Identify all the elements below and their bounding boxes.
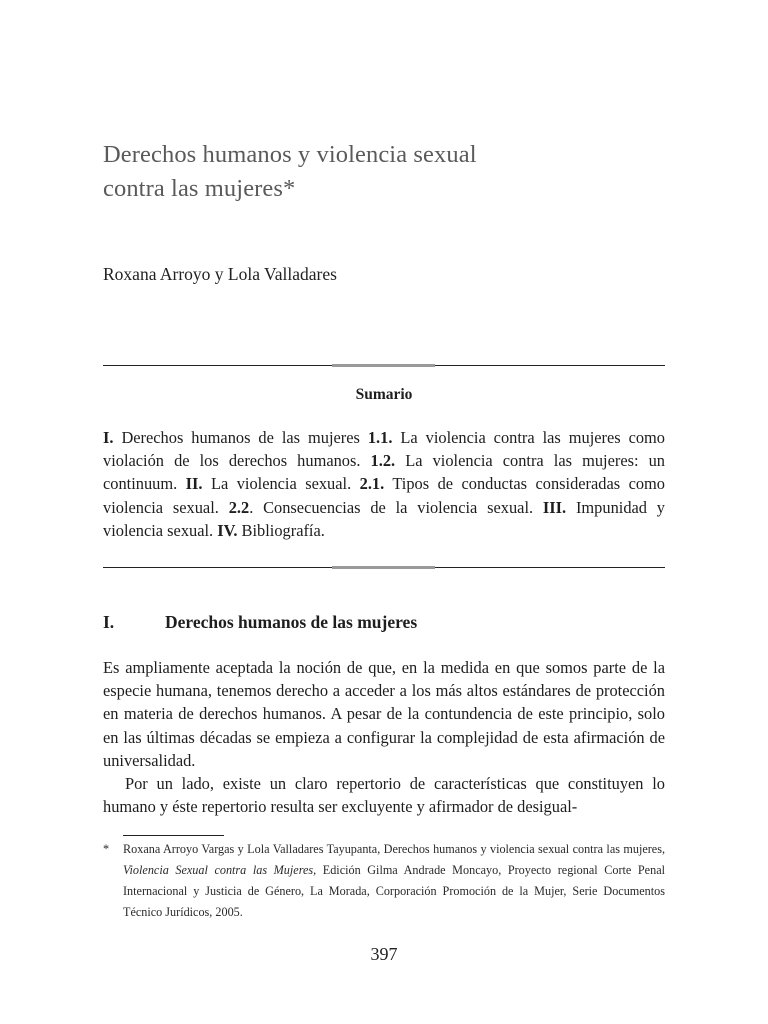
summary-item-text: La violencia sexual. bbox=[202, 474, 360, 494]
article-title-line-1: Derechos humanos y violencia sexual bbox=[103, 141, 477, 168]
page-number: 397 bbox=[370, 944, 398, 964]
summary-heading: Sumario bbox=[355, 386, 413, 403]
section-title: Derechos humanos de las mujeres bbox=[165, 612, 418, 632]
footnote-separator bbox=[123, 835, 224, 836]
summary-bottom-rule bbox=[103, 567, 665, 568]
summary-item-number: 1.1. bbox=[367, 428, 393, 447]
article-title-line-2: contra las mujeres* bbox=[103, 175, 296, 202]
summary-item-number: 2.1. bbox=[359, 474, 385, 494]
summary-item-number: II. bbox=[185, 474, 203, 494]
summary-top-rule bbox=[103, 365, 665, 366]
summary-item-text: Impunidad y violencia sexual. bbox=[103, 497, 665, 540]
summary-item-text: La violencia contra las mujeres como violación de los derechos humanos. bbox=[103, 428, 665, 471]
summary-body bbox=[103, 426, 665, 542]
section-heading bbox=[103, 609, 665, 635]
summary-item-text: Derechos humanos de las mujeres bbox=[113, 428, 368, 447]
summary-item-number: III. bbox=[542, 497, 567, 517]
footnote-text-part-2: Edición Gilma Andrade Moncayo, Proyecto regional Corte Penal Internacional y Justicia de Género, La Morada, Corporación Promoción de la Mujer, Serie Documentos Técnico Jurídicos, 2005. bbox=[123, 863, 665, 919]
section-body bbox=[103, 656, 665, 818]
footnote-text-part-1: Roxana Arroyo Vargas y Lola Valladares Tayupanta, Derechos humanos y violencia sexual contra las mujeres, bbox=[123, 842, 665, 856]
article-title bbox=[103, 138, 477, 206]
summary-item-text: Tipos de conductas consideradas como violencia sexual. bbox=[103, 474, 665, 517]
section-number: I. bbox=[103, 612, 115, 632]
summary-item-text: La violencia contra las mujeres: un continuum. bbox=[103, 451, 665, 494]
body-paragraph-1: Es ampliamente aceptada la noción de que, en la medida en que somos parte de la especie humana, tenemos derecho a acceder a los más altos estándares de protección en materia de derechos humanos. A pesar de la contundencia de este principio, solo en las últimas décadas se empieza a configurar la complejidad de esta afirmación de universalidad. bbox=[103, 658, 665, 770]
summary-item-text: . Consecuencias de la violencia sexual. bbox=[249, 497, 543, 517]
summary-item-text: Bibliografía. bbox=[237, 520, 325, 540]
summary-item-number: 1.2. bbox=[370, 451, 396, 471]
footnote bbox=[103, 839, 665, 923]
footnote-italic-title: Violencia Sexual contra las Mujeres, bbox=[123, 863, 317, 877]
article-authors: Roxana Arroyo y Lola Valladares bbox=[103, 264, 337, 284]
footnote-text bbox=[123, 839, 665, 923]
body-paragraph-2: Por un lado, existe un claro repertorio de características que constituyen lo humano y éste repertorio resulta ser excluyente y afirmador de desigual- bbox=[103, 774, 665, 817]
summary-item-number: IV. bbox=[217, 520, 238, 540]
summary-item-number: I. bbox=[103, 428, 114, 447]
summary-bottom-rule-accent bbox=[332, 566, 435, 569]
summary-item-number: 2.2 bbox=[228, 497, 250, 517]
summary-top-rule-accent bbox=[332, 364, 435, 367]
footnote-mark: * bbox=[103, 842, 110, 856]
